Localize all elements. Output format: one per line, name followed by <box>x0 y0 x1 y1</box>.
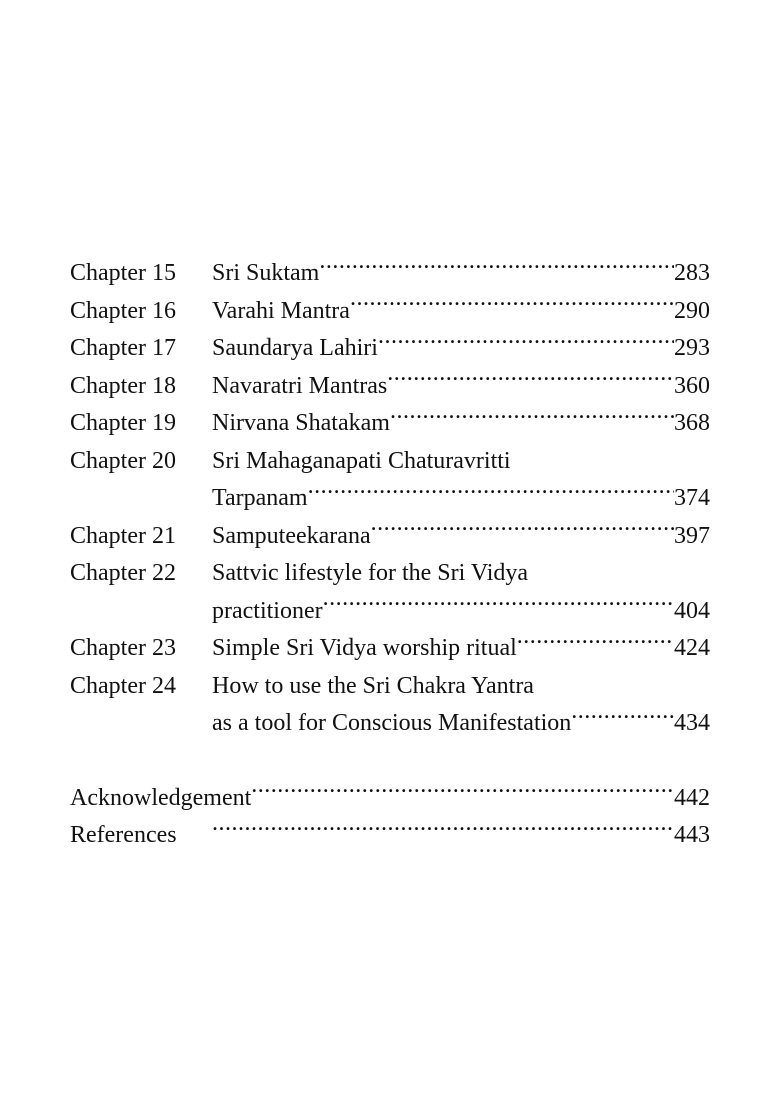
dot-leader <box>371 519 674 543</box>
chapter-label: Chapter 19 <box>70 410 176 436</box>
toc-entry-chapter-19[interactable] <box>70 405 710 443</box>
dot-leader <box>517 631 674 655</box>
dot-leader <box>308 481 674 505</box>
chapter-label: Chapter 15 <box>70 260 176 286</box>
dot-leader <box>319 256 674 280</box>
table-of-contents <box>70 255 710 855</box>
toc-entry-chapter-20[interactable] <box>70 443 710 518</box>
page-number: 374 <box>674 485 710 511</box>
dot-leader <box>350 294 674 318</box>
page-number: 404 <box>674 597 710 624</box>
dot-leader <box>323 594 674 618</box>
page-number: 424 <box>674 635 710 661</box>
toc-entry-acknowledgement[interactable] <box>70 780 710 818</box>
page-number: 443 <box>674 822 710 848</box>
toc-entry-chapter-22[interactable] <box>70 555 710 630</box>
chapter-title-line-2: as a tool for Conscious Manifestation <box>212 710 572 736</box>
dot-leader <box>571 706 674 730</box>
toc-entry-chapter-17[interactable] <box>70 330 710 368</box>
toc-entry-chapter-18[interactable] <box>70 368 710 406</box>
dot-leader <box>378 331 674 355</box>
chapter-label: Chapter 23 <box>70 635 176 661</box>
toc-entry-chapter-24[interactable] <box>70 668 710 743</box>
chapter-label: Chapter 17 <box>70 335 176 361</box>
dot-leader <box>212 818 674 842</box>
chapter-title: Nirvana Shatakam <box>212 410 390 436</box>
dot-leader <box>251 781 674 805</box>
section-spacer <box>70 743 710 780</box>
chapter-title: Simple Sri Vidya worship ritual <box>212 635 517 661</box>
chapter-title-line-2: practitioner <box>212 597 323 624</box>
chapter-label: Chapter 18 <box>70 372 176 399</box>
backmatter-title: Acknowledgement <box>70 784 252 811</box>
toc-entry-references[interactable] <box>70 817 710 855</box>
page-number: 368 <box>674 410 710 436</box>
chapter-title-line-1: Sattvic lifestyle for the Sri Vidya <box>212 560 529 586</box>
chapter-label: Chapter 20 <box>70 447 176 474</box>
page-number: 290 <box>674 297 710 324</box>
chapter-title: Sri Suktam <box>212 260 320 286</box>
page-number: 397 <box>674 522 710 549</box>
page-number: 434 <box>674 710 710 736</box>
toc-entry-chapter-15[interactable] <box>70 255 710 293</box>
chapter-label: Chapter 22 <box>70 560 176 586</box>
chapter-label: Chapter 24 <box>70 672 176 699</box>
dot-leader <box>387 369 674 393</box>
toc-entry-chapter-21[interactable] <box>70 518 710 556</box>
chapter-title-line-2: Tarpanam <box>212 485 308 511</box>
page-number: 442 <box>674 784 710 811</box>
chapter-title-line-1: How to use the Sri Chakra Yantra <box>212 672 534 699</box>
chapter-title: Navaratri Mantras <box>212 372 388 399</box>
chapter-title: Samputeekarana <box>212 522 371 549</box>
backmatter-title: References <box>70 822 177 848</box>
page-number: 283 <box>674 260 710 286</box>
chapter-label: Chapter 21 <box>70 522 176 549</box>
chapter-title: Saundarya Lahiri <box>212 335 378 361</box>
chapter-title-line-1: Sri Mahaganapati Chaturavritti <box>212 447 511 474</box>
chapter-label: Chapter 16 <box>70 297 176 324</box>
dot-leader <box>390 406 674 430</box>
page-number: 293 <box>674 335 710 361</box>
page-number: 360 <box>674 372 710 399</box>
toc-entry-chapter-23[interactable] <box>70 630 710 668</box>
chapter-title: Varahi Mantra <box>212 297 350 324</box>
toc-entry-chapter-16[interactable] <box>70 293 710 331</box>
